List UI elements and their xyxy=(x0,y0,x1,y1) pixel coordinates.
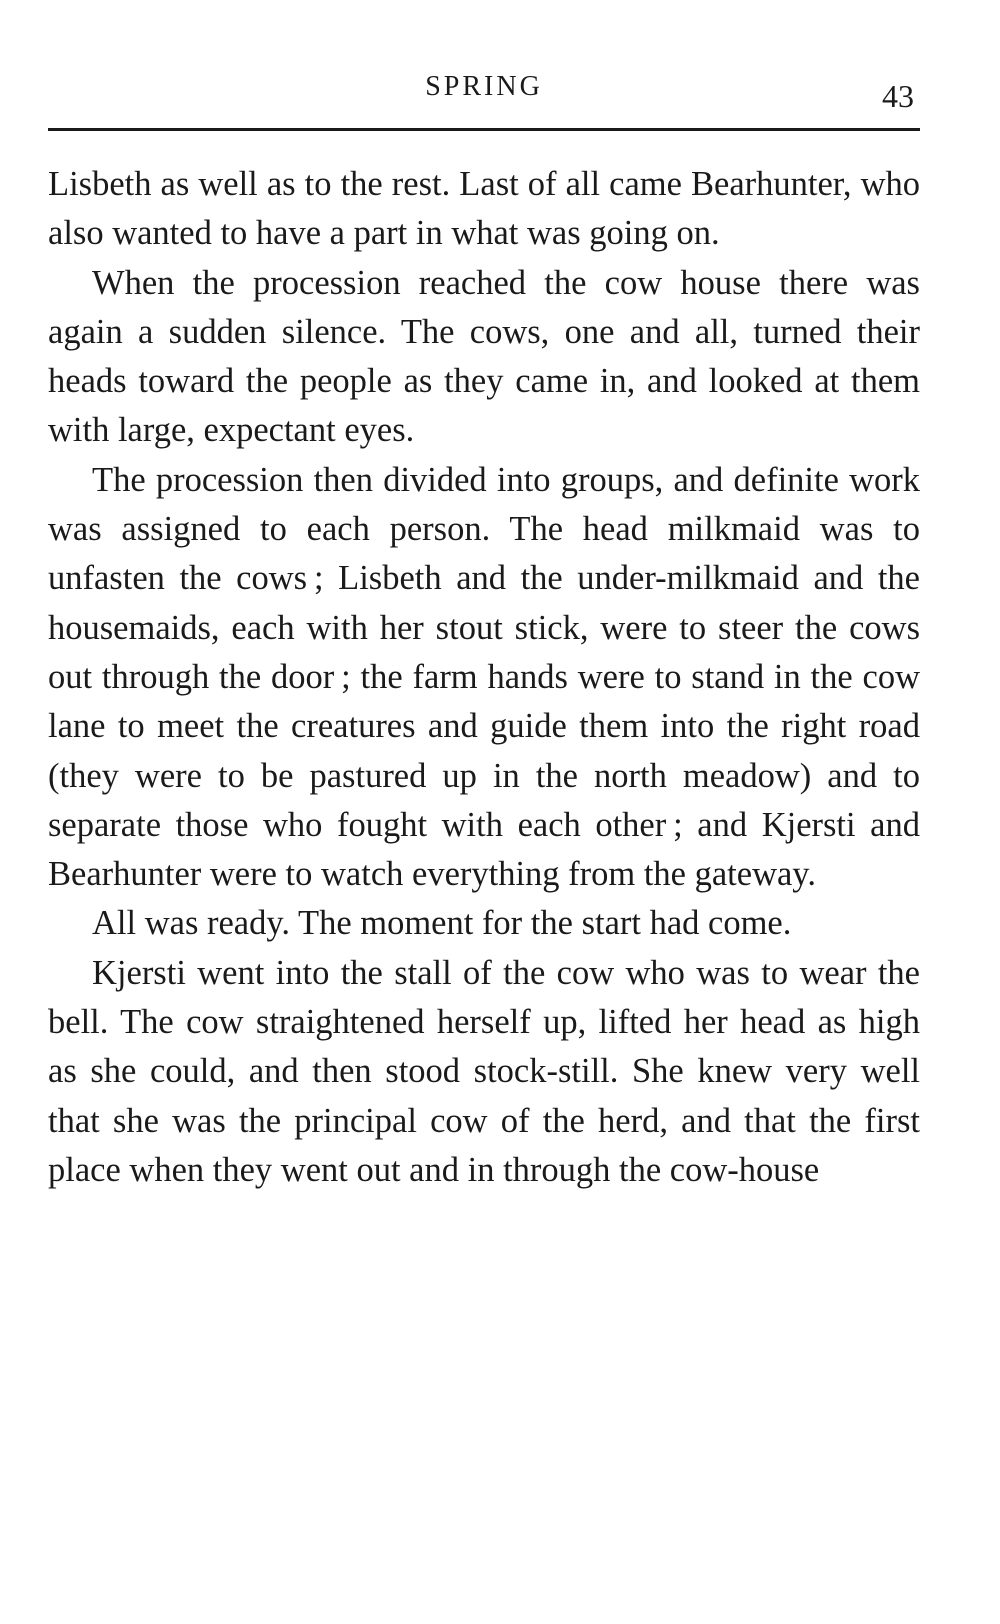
chapter-title: SPRING xyxy=(425,71,543,102)
paragraph-4: All was ready. The moment for the start had come. xyxy=(92,904,792,943)
paragraph-3: The procession then divided into groups, and definite work was assigned to each person. The head milkmaid was to unfasten the cows ; Lisbeth and the under-milkmaid and the housemaids, each with her stout stick, were to steer the cows out through the door ; the farm hands were to stand in the cow lane to meet the creatures and guide them into the right road (they were to be pastured up in the north meadow) and to separate those who fought with each other ; and Kjersti and Bearhunter were to watch everything from the gateway. xyxy=(48,460,920,894)
header-rule xyxy=(48,128,920,131)
book-page xyxy=(48,0,920,1195)
paragraph-5: Kjersti went into the stall of the cow who was to wear the bell. The cow straightened herself up, lifted her head as high as she could, and then stood stock-still. She knew very well that she was the principal cow of the herd, and that the first place when they went out and in through the cow-house xyxy=(48,953,920,1189)
body-text xyxy=(48,160,920,1195)
paragraph-2: When the procession reached the cow house there was again a sudden silence. The cows, one and all, turned their heads toward the people as they came in, and looked at them with large, expectant eyes. xyxy=(48,263,920,450)
page-number: 43 xyxy=(882,78,914,114)
paragraph-1: Lisbeth as well as to the rest. Last of all came Bearhunter, who also wanted to have a part in what was going on. xyxy=(48,165,920,253)
running-head xyxy=(48,0,920,130)
